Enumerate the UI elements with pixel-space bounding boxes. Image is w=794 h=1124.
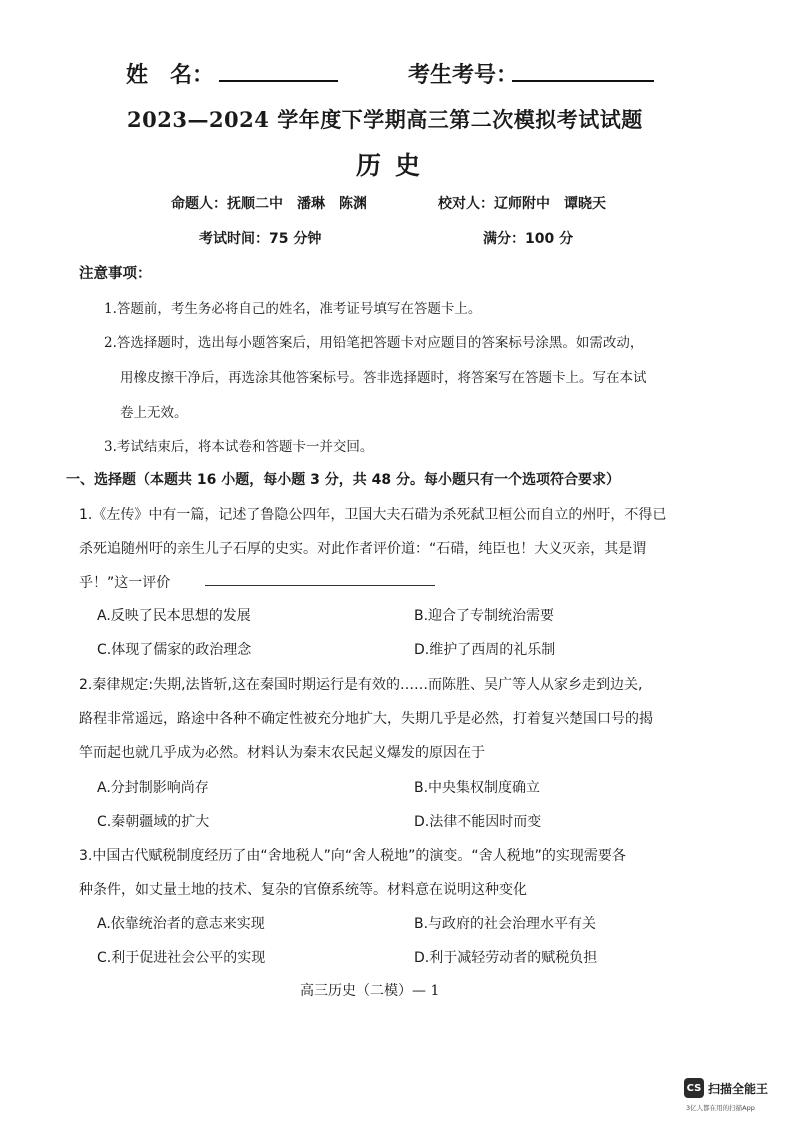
name-blank[interactable] bbox=[219, 80, 338, 82]
subject-title: 历史 bbox=[356, 151, 435, 180]
proofreader-line: 校对人：辽师附中 谭晓天 bbox=[438, 196, 606, 212]
question-2-line: 2.秦律规定:失期,法皆斩,这在秦国时期运行是有效的……而陈胜、吴广等人从家乡走到边关, bbox=[79, 677, 643, 693]
question-2-option-b[interactable]: B.中央集权制度确立 bbox=[414, 780, 541, 796]
watermark-tagline: 3亿人都在用的扫描App bbox=[686, 1104, 755, 1112]
question-1-option-b[interactable]: B.迎合了专制统治需要 bbox=[414, 608, 555, 624]
setter-line: 命题人：抚顺二中 潘琳 陈渊 bbox=[171, 196, 367, 212]
question-2-line: 路程非常遥远，路途中各种不确定性被充分地扩大，失期几乎是必然，打着复兴楚国口号的揭 bbox=[79, 711, 653, 727]
name-label: 姓 名： bbox=[126, 63, 215, 88]
notice-item: 3.考试结束后，将本试卷和答题卡一并交回。 bbox=[104, 439, 374, 455]
question-3-option-b[interactable]: B.与政府的社会治理水平有关 bbox=[414, 916, 597, 932]
question-1-line: 杀死追随州吁的亲生儿子石厚的史实。对此作者评价道：“石碏，纯臣也！大义灭亲，其是谓 bbox=[79, 541, 647, 557]
question-1-line: 乎！”这一评价 bbox=[79, 575, 171, 591]
notice-item: 用橡皮擦干净后，再选涂其他答案标号。答非选择题时，将答案写在答题卡上。写在本试 bbox=[120, 370, 647, 386]
question-1-option-c[interactable]: C.体现了儒家的政治理念 bbox=[97, 642, 252, 658]
question-2-option-d[interactable]: D.法律不能因时而变 bbox=[414, 814, 542, 830]
watermark-app-name: 扫描全能王 bbox=[708, 1081, 769, 1096]
notice-item: 2.答选择题时，选出每小题答案后，用铅笔把答题卡对应题目的答案标号涂黑。如需改动， bbox=[104, 335, 644, 351]
question-2-line: 竿而起也就几乎成为必然。材料认为秦末农民起义爆发的原因在于 bbox=[79, 745, 485, 761]
question-3-line: 种条件，如丈量土地的技术、复杂的官僚系统等。材料意在说明这种变化 bbox=[79, 882, 527, 898]
exam-number-blank[interactable] bbox=[512, 80, 654, 82]
page-footer: 高三历史（二模）— 1 bbox=[300, 983, 440, 999]
exam-number-label: 考生考号： bbox=[408, 63, 519, 88]
notice-heading: 注意事项： bbox=[79, 266, 152, 282]
notice-item: 1.答题前，考生务必将自己的姓名，准考证号填写在答题卡上。 bbox=[104, 301, 482, 317]
question-3-option-c[interactable]: C.利于促进社会公平的实现 bbox=[97, 950, 266, 966]
full-score: 满分：100 分 bbox=[483, 231, 574, 247]
exam-time: 考试时间：75 分钟 bbox=[199, 231, 322, 247]
notice-item: 卷上无效。 bbox=[120, 405, 188, 421]
question-3-option-d[interactable]: D.利于减轻劳动者的赋税负担 bbox=[414, 950, 598, 966]
question-2-option-c[interactable]: C.秦朝疆域的扩大 bbox=[97, 814, 210, 830]
section-title: 一、选择题（本题共 16 小题，每小题 3 分，共 48 分。每小题只有一个选项符合要求） bbox=[66, 472, 620, 488]
question-1-line: 1.《左传》中有一篇，记述了鲁隐公四年，卫国大夫石碏为杀死弑卫桓公而自立的州吁，不得已 bbox=[79, 507, 667, 523]
question-1-option-a[interactable]: A.反映了民本思想的发展 bbox=[97, 608, 251, 624]
scanner-watermark bbox=[684, 1078, 768, 1098]
exam-title: 2023—2024 学年度下学期高三第二次模拟考试试题 bbox=[127, 107, 643, 132]
question-3-line: 3.中国古代赋税制度经历了由“舍地税人”向“舍人税地”的演变。“舍人税地”的实现需要各 bbox=[79, 848, 626, 864]
question-2-option-a[interactable]: A.分封制影响尚存 bbox=[97, 780, 209, 796]
answer-blank bbox=[205, 585, 435, 586]
question-3-option-a[interactable]: A.依靠统治者的意志来实现 bbox=[97, 916, 265, 932]
question-1-option-d[interactable]: D.维护了西周的礼乐制 bbox=[414, 642, 556, 658]
camscanner-logo-icon: CS bbox=[684, 1078, 704, 1098]
